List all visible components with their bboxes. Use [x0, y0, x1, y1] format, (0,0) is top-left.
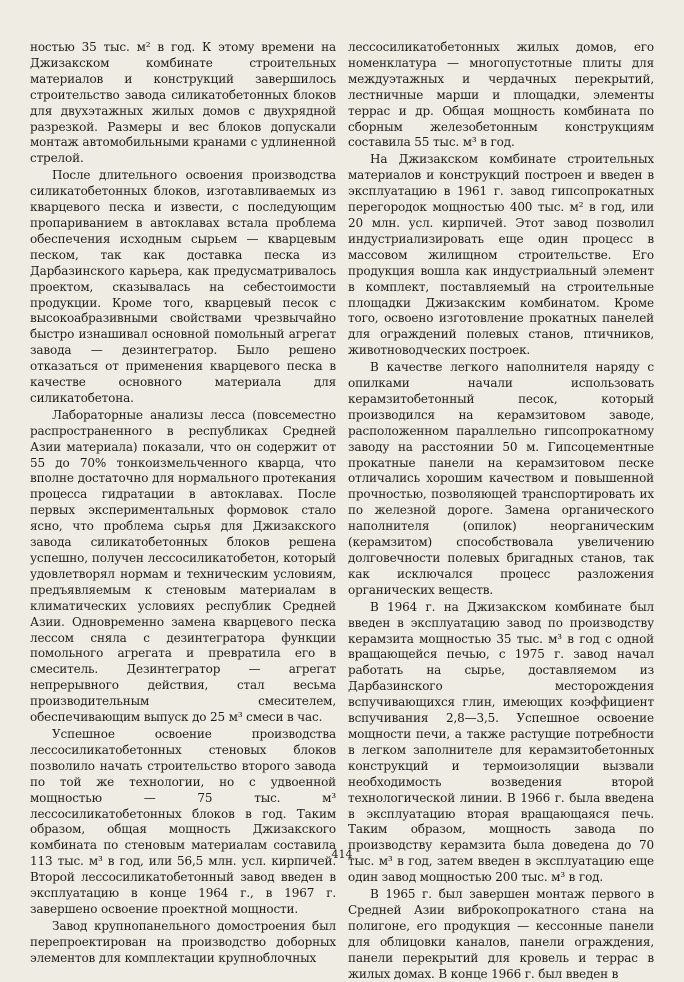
right-column — [348, 40, 654, 982]
page-number: 414 — [331, 848, 353, 861]
paragraph: В 1964 г. на Джизакском комбинате был введен в эксплуатацию завод по производству керамзита мощностью 35 тыс. м³ в год с одной вращающейся печью, с 1975 г. завод начал работать на сырье, доставляемом из Дарбазинского месторождения вспучивающихся глин, имеющих коэффициент вспучивания 2,8—3,5. Успешное освоение мощности печи, а также растущие потребности в легком заполнителе для керамзитобетонных конструкций и термоизоляции вызвали необходимость возведения второй технологической линии. В 1966 г. была введена в эксплуатацию вторая вращающаяся печь. Таким образом, мощность завода по производству керамзита была доведена до 70 тыс. м³ в год, затем введен в эксплуатацию еще один завод мощностью 200 тыс. м³ в год. — [348, 599, 654, 885]
paragraph: После длительного освоения производства силикатобетонных блоков, изготавливаемых из кварцевого песка и извести, с последующим пропариванием в автоклавах встала проблема обеспечения исходным сырьем — кварцевым песком, так как доставка песка из Дарбазинского карьера, как предусматривалось проектом, сказывалась на себестоимости продукции. Кроме того, кварцевый песок с высокоабразивными свойствами чрезвычайно быстро изнашивал основной помольный агрегат завода — дезинтегратор. Было решено отказаться от применения кварцевого песка в качестве основного материала для силикатобетона. — [30, 168, 336, 405]
paragraph: В качестве легкого наполнителя наряду с опилками начали использовать керамзитобетонный песок, который производился на керамзитовом заводе, расположенном параллельно гипсопрокатному заводу на расстоянии 50 м. Гипсоцементные прокатные панели на керамзитовом песке отличались хорошим качеством и повышенной прочностью, позволяющей транспортировать их по железной дороге. Замена органического наполнителя (опилок) неорганическим (керамзитом) способствовала увеличению долговечности полевых бригадных станов, так как исключался процесс разложения органических веществ. — [348, 360, 654, 597]
paragraph: В 1965 г. был завершен монтаж первого в Средней Азии виброкопрокатного стана на полигоне, его продукция — кессонные панели для облицовки каналов, панели ограждения, панели перекрытий для кровель и террас в жилых домах. В конце 1966 г. был введен в — [348, 887, 654, 981]
paragraph: лессосиликатобетонных жилых домов, его номенклатура — многопустотные плиты для междуэтажных и чердачных перекрытий, лестничные марши и площадки, элементы террас и др. Общая мощность комбината по сборным железобетонным конструкциям составила 55 тыс. м³ в год. — [348, 40, 654, 150]
paragraph: Завод крупнопанельного домостроения был перепроектирован на производство доборных элементов для комплектации крупноблочных — [30, 918, 336, 965]
paragraph: Успешное освоение производства лессосиликатобетонных стеновых блоков позволило начать строительство второго завода по той же технологии, но с удвоенной мощностью — 75 тыс. м³ лессосиликатобетонных блоков в год. Таким образом, общая мощность Джизакского комбината по стеновым материалам составила 113 тыс. м³ в год, или 56,5 млн. усл. кирпичей. Второй лессосиликатобетонный завод введен в эксплуатацию в конце 1964 г., в 1967 г. завершено освоение проектной мощности. — [30, 726, 336, 916]
left-column — [30, 40, 336, 967]
paragraph: На Джизакском комбинате строительных материалов и конструкций построен и введен в эксплуатацию в 1961 г. завод гипсопрокатных перегородок мощностью 400 тыс. м² в год, или 20 млн. усл. кирпичей. Этот завод позволил индустриализировать еще один процесс в массовом жилищном строительстве. Его продукция вошла как индустриальный элемент в комплект, поставляемый на строительные площадки Джизакским комбинатом. Кроме того, освоено изготовление прокатных панелей для ограждений полевых станов, птичников, животноводческих построек. — [348, 152, 654, 358]
paragraph: ностью 35 тыс. м² в год. К этому времени на Джизакском комбинате строительных материалов и конструкций завершилось строительство завода силикатобетонных блоков для двухэтажных жилых домов с двухрядной разрезкой. Размеры и вес блоков допускали монтаж автомобильными кранами с удлиненной стрелой. — [30, 40, 336, 166]
paragraph: Лабораторные анализы лесса (повсеместно распространенного в республиках Средней Азии материала) показали, что он содержит от 55 до 70% тонкоизмельченного кварца, что вполне достаточно для нормального протекания процесса гидратации в автоклавах. После первых экспериментальных формовок стало ясно, что проблема сырья для Джизакского завода силикатобетонных блоков решена успешно, получен лессосиликатобетон, который удовлетворял нормам и техническим условиям, предъявляемым к стеновым материалам в климатических условиях республик Средней Азии. Одновременно замена кварцевого песка лессом сняла с дезинтегратора функции помольного агрегата и превратила его в смеситель. Дезинтегратор — агрегат непрерывного действия, стал весьма производительным смесителем, обеспечивающим выпуск до 25 м³ смеси в час. — [30, 407, 336, 725]
